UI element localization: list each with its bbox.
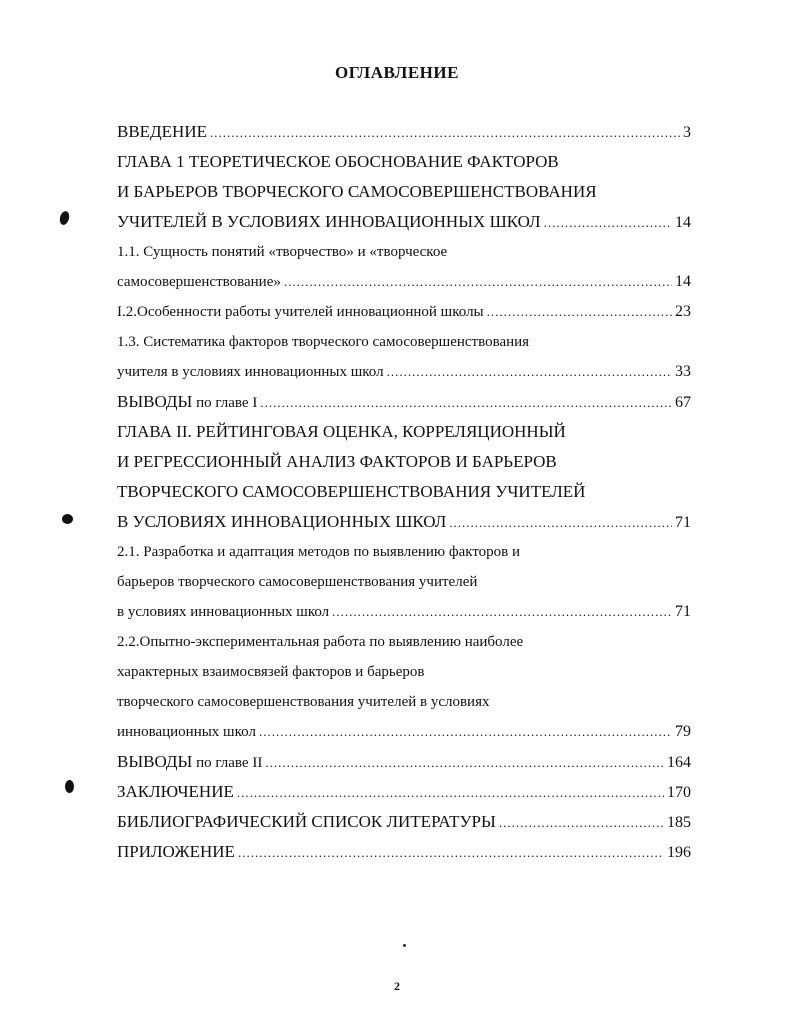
toc-page-number: 71 — [675, 603, 691, 620]
toc-entry-1-1-line1[interactable] — [117, 237, 691, 267]
toc-page-number: 33 — [675, 363, 691, 380]
toc-entry-text: ЗАКЛЮЧЕНИЕ — [117, 782, 234, 801]
toc-entry-rest: по главе I — [192, 395, 258, 411]
toc-entry-chapter1-line2[interactable] — [117, 177, 691, 207]
toc-entry-text — [117, 387, 257, 418]
toc-entry-text: I.2.Особенности работы учителей инновационной школы — [117, 304, 484, 320]
toc-entry-appendix[interactable] — [117, 837, 691, 867]
toc-entry-2-2-line1[interactable] — [117, 627, 691, 657]
toc-entry-chapter1-line1[interactable] — [117, 147, 691, 177]
toc-entry-text: творческого самосовершенствования учителей в условиях — [117, 694, 490, 710]
toc-entry-caps: ВЫВОДЫ — [117, 392, 193, 411]
toc-entry-text: ПРИЛОЖЕНИЕ — [117, 842, 235, 861]
toc-entry-text: И РЕГРЕССИОННЫЙ АНАЛИЗ ФАКТОРОВ И БАРЬЕРОВ — [117, 452, 557, 471]
toc-entry-2-1-line3[interactable] — [117, 597, 691, 627]
toc-entry-1-3-line1[interactable] — [117, 327, 691, 357]
toc-entry-introduction[interactable] — [117, 117, 691, 147]
toc-leader — [259, 717, 672, 747]
toc-entry-2-2-line3[interactable] — [117, 687, 691, 717]
toc-entry-text: 2.1. Разработка и адаптация методов по выявлению факторов и — [117, 544, 521, 560]
toc-page-number: 164 — [667, 754, 691, 771]
toc-entry-conclusions-ch2[interactable] — [117, 747, 691, 777]
toc-leader — [387, 357, 672, 387]
toc-entry-caps: ВЫВОДЫ — [117, 752, 193, 771]
toc-entry-1-3-line2[interactable] — [117, 357, 691, 387]
toc-entry-text: ТВОРЧЕСКОГО САМОСОВЕРШЕНСТВОВАНИЯ УЧИТЕЛЕЙ — [117, 482, 586, 501]
toc-entry-text: УЧИТЕЛЕЙ В УСЛОВИЯХ ИННОВАЦИОННЫХ ШКОЛ — [117, 212, 541, 231]
toc-entry-text: ГЛАВА II. РЕЙТИНГОВАЯ ОЦЕНКА, КОРРЕЛЯЦИОННЫЙ — [117, 422, 566, 441]
toc-entry-chapter1-line3[interactable] — [117, 207, 691, 237]
toc-leader — [284, 267, 672, 297]
toc-entry-1-1-line2[interactable] — [117, 267, 691, 297]
toc-page-number: 71 — [675, 514, 691, 531]
toc-page-number: 14 — [675, 214, 691, 231]
toc-leader — [332, 597, 672, 627]
toc-entry-text: в условиях инновационных школ — [117, 604, 330, 620]
toc-page-number: 14 — [675, 273, 691, 290]
toc-page-number: 185 — [667, 814, 691, 831]
toc-entry-chapter2-line1[interactable] — [117, 417, 691, 447]
toc-leader — [487, 297, 672, 327]
toc-entry-text: ГЛАВА 1 ТЕОРЕТИЧЕСКОЕ ОБОСНОВАНИЕ ФАКТОРОВ — [117, 152, 559, 171]
toc-leader — [499, 808, 664, 838]
toc-leader — [210, 118, 680, 148]
toc-page-number: 23 — [675, 303, 691, 320]
toc-page-number: 67 — [675, 394, 691, 411]
toc-leader — [238, 838, 664, 868]
toc-entry-text: ВВЕДЕНИЕ — [117, 122, 207, 141]
toc-entry-text: 1.3. Систематика факторов творческого самосовершенствования — [117, 334, 530, 350]
toc-entry-conclusions-ch1[interactable] — [117, 387, 691, 417]
toc-entry-text: БИБЛИОГРАФИЧЕСКИЙ СПИСОК ЛИТЕРАТУРЫ — [117, 812, 496, 831]
table-of-contents — [117, 117, 691, 867]
toc-entry-chapter2-line3[interactable] — [117, 477, 691, 507]
toc-entry-text: инновационных школ — [117, 724, 256, 740]
page-number: 2 — [394, 979, 400, 993]
toc-entry-text: 1.1. Сущность понятий «творчество» и «творческое — [117, 244, 448, 260]
scan-speck — [403, 944, 406, 947]
toc-page-number: 170 — [667, 784, 691, 801]
toc-entry-2-2-line4[interactable] — [117, 717, 691, 747]
toc-page-number: 79 — [675, 723, 691, 740]
toc-entry-chapter2-line2[interactable] — [117, 447, 691, 477]
toc-leader — [544, 208, 672, 238]
toc-entry-text — [117, 747, 262, 778]
toc-entry-text: барьеров творческого самосовершенствования учителей — [117, 574, 478, 590]
toc-leader — [237, 778, 664, 808]
toc-page-number: 3 — [683, 124, 691, 141]
toc-entry-chapter2-line4[interactable] — [117, 507, 691, 537]
toc-entry-text: И БАРЬЕРОВ ТВОРЧЕСКОГО САМОСОВЕРШЕНСТВОВАНИЯ — [117, 182, 597, 201]
toc-entry-bibliography[interactable] — [117, 807, 691, 837]
page-title: ОГЛАВЛЕНИЕ — [335, 63, 459, 82]
toc-leader — [449, 508, 672, 538]
toc-entry-text: 2.2.Опытно-экспериментальная работа по выявлению наиболее — [117, 634, 524, 650]
toc-entry-rest: по главе II — [192, 755, 263, 771]
toc-entry-2-1-line2[interactable] — [117, 567, 691, 597]
toc-entry-2-1-line1[interactable] — [117, 537, 691, 567]
toc-entry-text: В УСЛОВИЯХ ИННОВАЦИОННЫХ ШКОЛ — [117, 512, 447, 531]
binder-hole-mark — [65, 780, 74, 793]
toc-leader — [260, 388, 672, 418]
toc-entry-1-2[interactable] — [117, 297, 691, 327]
toc-entry-text: характерных взаимосвязей факторов и барьеров — [117, 664, 425, 680]
binder-hole-mark — [58, 210, 70, 226]
toc-entry-text: учителя в условиях инновационных школ — [117, 364, 384, 380]
toc-page-number: 196 — [667, 844, 691, 861]
toc-entry-conclusion[interactable] — [117, 777, 691, 807]
toc-leader — [265, 748, 664, 778]
binder-hole-mark — [62, 514, 73, 524]
toc-entry-text: самосовершенствование» — [117, 274, 281, 290]
toc-entry-2-2-line2[interactable] — [117, 657, 691, 687]
